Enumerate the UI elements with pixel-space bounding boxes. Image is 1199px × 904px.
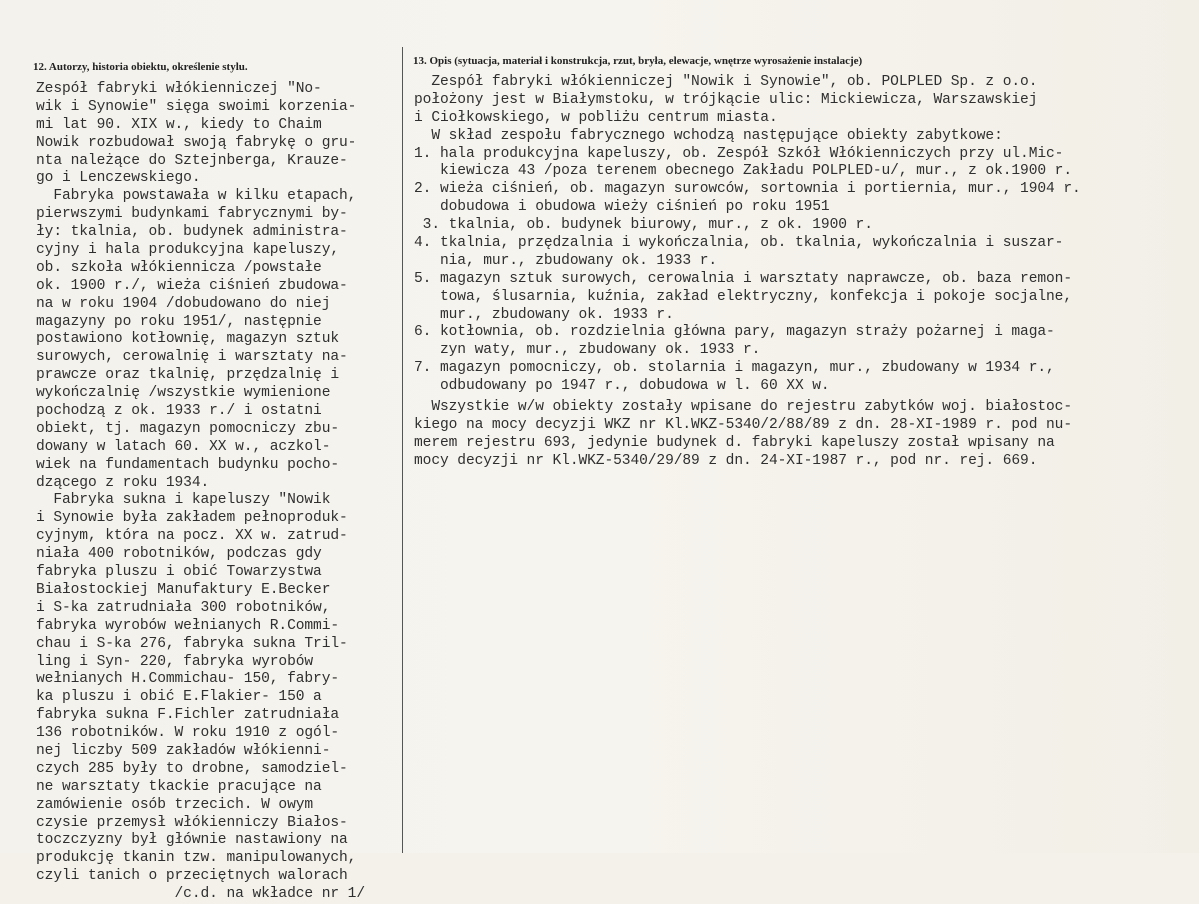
text-line: na w roku 1904 /dobudowano do niej (36, 295, 331, 312)
text-line: pochodzą z ok. 1933 r./ i ostatni (36, 403, 322, 420)
text-line: 3. tkalnia, ob. budynek biurowy, mur., z ok. 1900 r. (414, 217, 873, 234)
text-line: zyn waty, mur., zbudowany ok. 1933 r. (414, 342, 761, 359)
text-line: Fabryka powstawała w kilku etapach, (36, 188, 357, 205)
column-divider (402, 47, 403, 853)
text-line: mur., zbudowany ok. 1933 r. (414, 306, 674, 323)
text-line: Nowik rozbudował swoją fabrykę o gru- (36, 134, 357, 151)
text-line: mi lat 90. XIX w., kiedy to Chaim (36, 116, 322, 133)
text-line: Zespół fabryki włókienniczej "No- (36, 81, 322, 97)
text-line: dzącego z roku 1934. (36, 474, 210, 491)
text-line: prawcze oraz tkalnię, przędzalnię i (36, 367, 340, 384)
text-line: surowych, cerowalnię i warsztaty na- (36, 349, 348, 366)
text-line: chau i S-ka 276, fabryka sukna Tril- (36, 635, 348, 652)
description-text-column (414, 74, 1174, 471)
text-line: fabryka sukna F.Fichler zatrudniała (36, 707, 340, 724)
section-13-heading: 13. Opis (sytuacja, materiał i konstrukcja, rzut, bryła, elewacje, wnętrze wyrosażenie instalacje) (413, 55, 863, 67)
text-line: pierwszymi budynkami fabrycznymi by- (36, 206, 348, 223)
text-line: 1. hala produkcyjna kapeluszy, ob. Zespół Szkół Włókienniczych przy ul.Mic- (414, 145, 1064, 162)
text-line: i S-ka zatrudniała 300 robotników, (36, 599, 331, 616)
text-line: nia, mur., zbudowany ok. 1933 r. (414, 252, 718, 269)
text-line: 5. magazyn sztuk surowych, cerowalnia i warsztaty naprawcze, ob. baza remon- (414, 270, 1072, 287)
text-line: ok. 1900 r./, wieża ciśnień zbudowa- (36, 277, 348, 294)
text-line: 7. magazyn pomocniczy, ob. stolarnia i magazyn, mur., zbudowany w 1934 r., (414, 360, 1055, 377)
text-line: nej liczby 509 zakładów włókienni- (36, 742, 331, 759)
text-line: i Synowie była zakładem pełnoproduk- (36, 510, 348, 527)
text-line: odbudowany po 1947 r., dobudowa w l. 60 XX w. (414, 378, 830, 395)
text-line: merem rejestru 693, jedynie budynek d. fabryki kapeluszy został wpisany na (414, 434, 1055, 451)
text-line: zamówienie osób trzecich. W owym (36, 796, 314, 813)
text-line: kiewicza 43 /poza terenem obecnego Zakładu POLPLED-u/, mur., z ok.1900 r. (414, 163, 1072, 180)
text-line: czych 285 były to drobne, samodziel- (36, 760, 348, 777)
text-line: wiek na fundamentach budynku pocho- (36, 456, 340, 473)
text-line: nta należące do Sztejnberga, Krauze- (36, 152, 348, 169)
text-line: wykończalnię /wszystkie wymienione (36, 385, 331, 402)
text-line: Fabryka sukna i kapeluszy "Nowik (36, 492, 331, 509)
text-line: go i Lenczewskiego. (36, 170, 201, 187)
text-line: wik i Synowie" sięga swoimi korzenia- (36, 98, 357, 115)
history-text-column (36, 81, 396, 904)
text-line: niała 400 robotników, podczas gdy (36, 546, 322, 563)
text-line: toczczyzny był głównie nastawiony na (36, 832, 348, 849)
text-line: położony jest w Białymstoku, w trójkącie ulic: Mickiewicza, Warszawskiej (414, 91, 1038, 108)
text-line: 136 robotników. W roku 1910 z ogól- (36, 725, 340, 742)
text-line: i Ciołkowskiego, w pobliżu centrum miasta. (414, 109, 778, 126)
text-line: dowany w latach 60. XX w., aczkol- (36, 438, 331, 455)
text-line: mocy decyzji nr Kl.WKZ-5340/29/89 z dn. 24-XI-1987 r., pod nr. rej. 669. (414, 452, 1038, 469)
text-line: postawiono kotłownię, magazyn sztuk (36, 331, 340, 348)
text-line: fabryka wyrobów wełnianych R.Commi- (36, 617, 340, 634)
text-line: fabryka pluszu i obić Towarzystwa (36, 564, 322, 581)
text-line: ne warsztaty tkackie pracujące na (36, 778, 322, 795)
text-line: ling i Syn- 220, fabryka wyrobów (36, 653, 314, 670)
text-line: produkcję tkanin tzw. manipulowanych, (36, 850, 357, 867)
text-line: /c.d. na wkładce nr 1/ (36, 886, 365, 903)
text-line: Wszystkie w/w obiekty zostały wpisane do rejestru zabytków woj. białostoc- (414, 399, 1072, 416)
text-line: magazyny po roku 1951/, następnie (36, 313, 322, 330)
text-line: 4. tkalnia, przędzalnia i wykończalnia, ob. tkalnia, wykończalnia i suszar- (414, 235, 1064, 252)
text-line: ły: tkalnia, ob. budynek administra- (36, 224, 348, 241)
text-line: towa, ślusarnia, kuźnia, zakład elektryczny, konfekcja i pokoje socjalne, (414, 288, 1072, 305)
text-line: czyli tanich o przeciętnych walorach (36, 868, 348, 885)
text-line: czysie przemysł włókienniczy Białos- (36, 814, 348, 831)
text-line: ka pluszu i obić E.Flakier- 150 a (36, 689, 322, 706)
text-line: wełnianych H.Commichau- 150, fabry- (36, 671, 340, 688)
text-line: 2. wieża ciśnień, ob. magazyn surowców, sortownia i portiernia, mur., 1904 r. (414, 181, 1081, 198)
text-line: obiekt, tj. magazyn pomocniczy zbu- (36, 420, 340, 437)
text-line: Zespół fabryki włókienniczej "Nowik i Synowie", ob. POLPLED Sp. z o.o. (414, 74, 1038, 90)
text-line: 6. kotłownia, ob. rozdzielnia główna pary, magazyn straży pożarnej i maga- (414, 324, 1055, 341)
text-line: kiego na mocy decyzji WKZ nr Kl.WKZ-5340/2/88/89 z dn. 28-XI-1989 r. pod nu- (414, 416, 1072, 433)
text-line: dobudowa i obudowa wieży ciśnień po roku 1951 (414, 199, 830, 216)
text-line: Białostockiej Manufaktury E.Becker (36, 581, 331, 598)
text-line: cyjny i hala produkcyjna kapeluszy, (36, 242, 340, 259)
section-12-heading: 12. Autorzy, historia obiektu, określenie stylu. (33, 61, 248, 73)
text-line: W skład zespołu fabrycznego wchodzą następujące obiekty zabytkowe: (414, 127, 1003, 144)
text-line: ob. szkoła włókiennicza /powstałe (36, 259, 322, 276)
text-line: cyjnym, która na pocz. XX w. zatrud- (36, 528, 348, 545)
